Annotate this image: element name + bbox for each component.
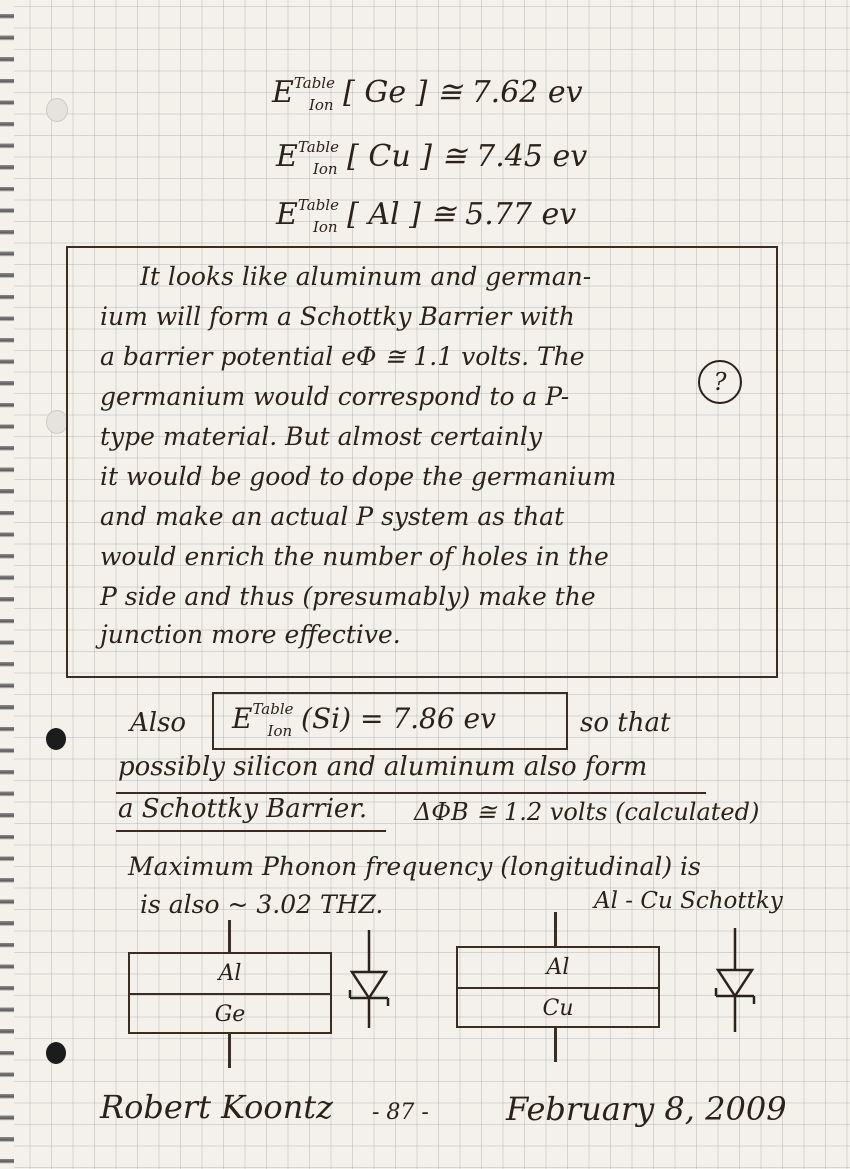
lead-wire [554,912,557,946]
layer-label: Al [130,954,330,995]
paragraph-line: ium will form a Schottky Barrier with [100,302,575,331]
barrier-potential-calc: ΔΦB ≅ 1.2 volts (calculated) [414,798,760,826]
underline [116,830,386,832]
layer-label: Al [458,948,658,989]
binder-hole [46,1042,66,1064]
spiral-binding [0,0,14,1169]
al-ge-junction [128,952,332,1034]
paragraph-line: a barrier potential eΦ ≅ 1.1 volts. The [100,342,585,371]
binder-hole [46,98,68,122]
phonon-value-line: is also ~ 3.02 THZ. [140,890,384,919]
question-mark-circle: ? [698,360,742,404]
phonon-frequency-line: Maximum Phonon frequency (longitudinal) is [128,852,701,881]
binder-hole [46,410,68,434]
ionization-energy-si: $E^{Table}_{Ion}$ (Si) = 7.86 ev [232,700,496,740]
ionization-energy-ge: $E^{Table}_{Ion}$ [ Ge ] ≅ 7.62 ev [272,74,583,114]
al-cu-junction [456,946,660,1028]
schottky-barrier-label: a Schottky Barrier. [118,794,368,824]
paragraph-line: germanium would correspond to a P- [100,382,570,411]
layer-label: Cu [542,996,574,1021]
author-signature: Robert Koontz [100,1088,334,1126]
diode-symbol-icon [344,930,394,1028]
diagram-title: Al - Cu Schottky [594,888,783,914]
silicon-aluminum-line: possibly silicon and aluminum also form [118,752,648,782]
paragraph-line: P side and thus (presumably) make the [100,582,596,611]
page-date: February 8, 2009 [506,1090,787,1128]
paragraph-line: junction more effective. [100,620,401,649]
ionization-energy-al: $E^{Table}_{Ion}$ [ Al ] ≅ 5.77 ev [276,196,577,236]
lead-wire [228,920,231,954]
layer-label: Ge [214,1002,246,1027]
ionization-energy-cu: $E^{Table}_{Ion}$ [ Cu ] ≅ 7.45 ev [276,138,588,178]
also-label: Also [130,708,187,738]
lead-wire [228,1034,231,1068]
binder-hole [46,728,66,750]
paragraph-line: it would be good to dope the germanium [100,462,617,491]
lead-wire [554,1028,557,1062]
paragraph-line: and make an actual P system as that [100,502,565,531]
paragraph-line: type material. But almost certainly [100,422,542,451]
page-number: - 87 - [372,1100,429,1125]
paragraph-line: It looks like aluminum and german- [140,262,592,291]
paragraph-line: would enrich the number of holes in the [100,542,609,571]
diode-symbol-icon [710,928,760,1032]
so-that-label: so that [580,708,671,738]
